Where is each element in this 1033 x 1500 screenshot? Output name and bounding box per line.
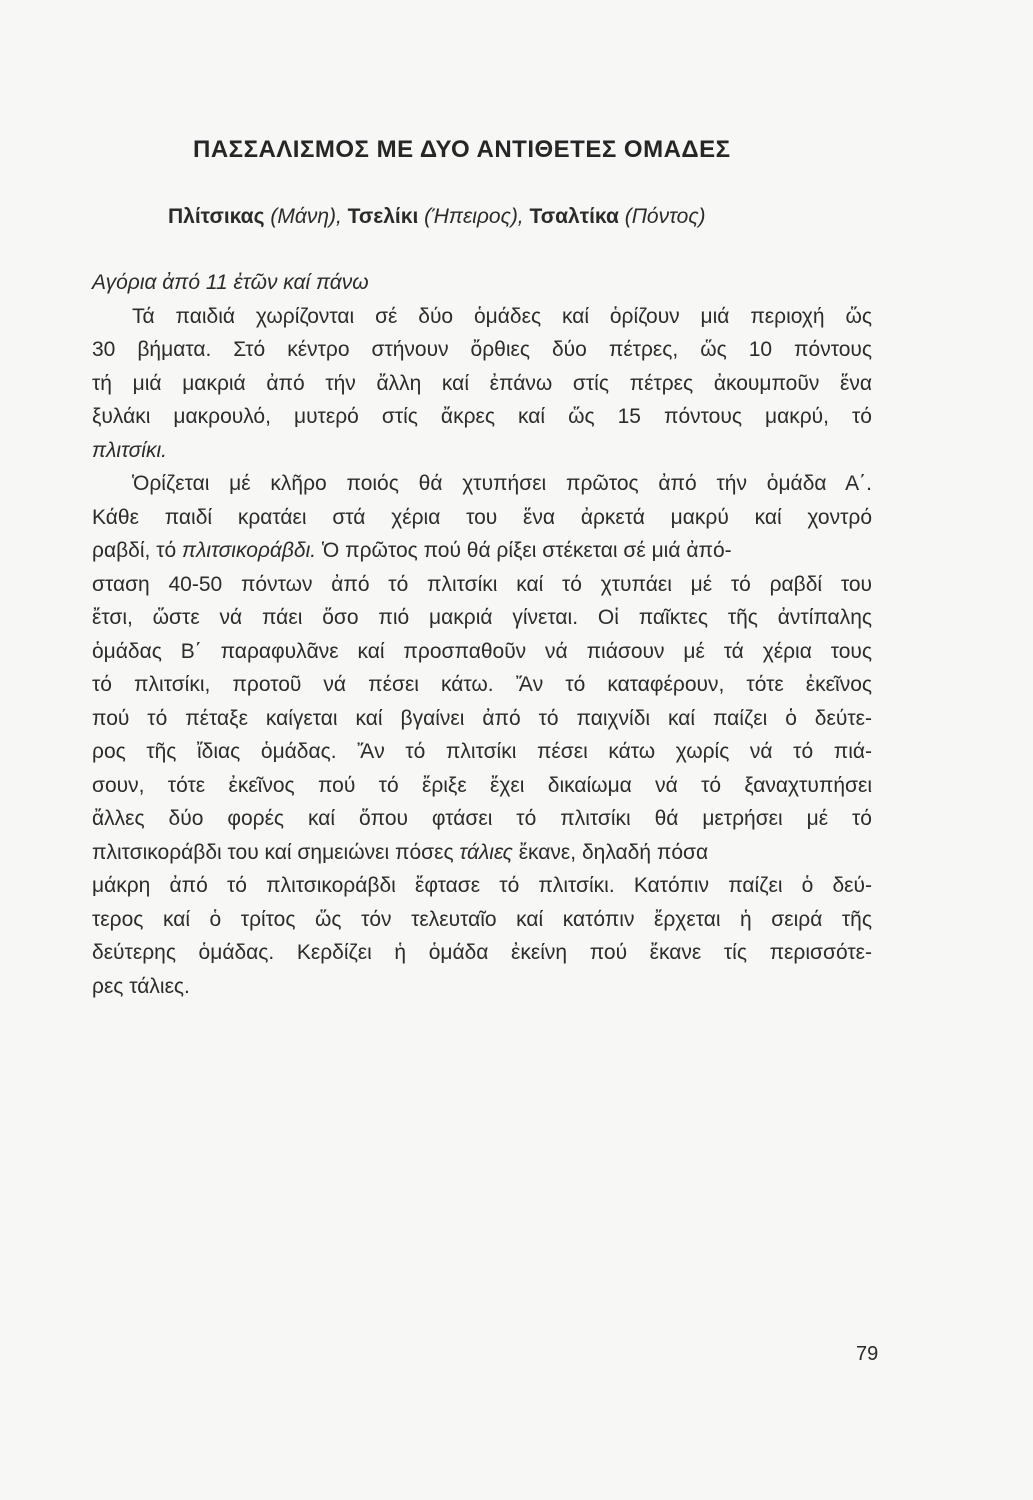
text-line: ρος τῆς ἴδιας ὁμάδας. Ἄν τό πλιτσίκι πέσει κάτω χωρίς νά τό πιά- xyxy=(92,740,872,763)
term-plitsikoravdi: πλιτσικοράβδι. xyxy=(182,539,317,562)
text-line: Τά παιδιά χωρίζονται σέ δύο ὁμάδες καί ὁρίζουν μιά περιοχή ὥς xyxy=(132,304,872,328)
text-line: μάκρη ἀπό τό πλιτσικοράβδι ἔφτασε τό πλιτσίκι. Κατόπιν παίζει ὁ δεύ- xyxy=(92,874,872,897)
body-text xyxy=(92,266,872,1003)
text-line: πλιτσίκι. xyxy=(92,438,167,462)
text-line: δεύτερης ὁμάδας. Κερδίζει ἡ ὁμάδα ἐκείνη πού ἔκανε τίς περισσότε- xyxy=(92,941,872,964)
text-line: Ὁρίζεται μέ κλῆρο ποιός θά χτυπήσει πρῶτος ἀπό τήν ὁμάδα Α΄. xyxy=(132,472,872,495)
text-line: ἔτσι, ὥστε νά πάει ὅσο πιό μακριά γίνεται. Οἱ παῖκτες τῆς ἀντίπαλης xyxy=(92,606,872,629)
text-line: σουν, τότε ἐκεῖνος πού τό ἔριξε ἔχει δικαίωμα νά τό ξαναχτυπήσει xyxy=(92,773,872,797)
text-segment: πλιτσικοράβδι του καί σημειώνει πόσες xyxy=(92,840,454,864)
page-title: ΠΑΣΣΑΛΙΣΜΟΣ ΜΕ ΔΥΟ ΑΝΤΙΘΕΤΕΣ ΟΜΑΔΕΣ xyxy=(193,136,731,163)
text-line: σταση 40-50 πόντων ἀπό τό πλιτσίκι καί τό χτυπάει μέ τό ραβδί του xyxy=(92,572,872,596)
text-segment: ραβδί, τό xyxy=(92,539,177,562)
term-talies: τάλιες xyxy=(459,840,513,864)
region-mani: (Μάνη), xyxy=(270,205,342,228)
game-name-mani: Πλίτσικας xyxy=(168,205,265,228)
text-line: ὁμάδας Β΄ παραφυλᾶνε καί προσπαθοῦν νά πιάσουν μέ τά χέρια τους xyxy=(92,639,872,663)
age-line: Αγόρια ἀπό 11 ἐτῶν καί πάνω xyxy=(92,271,369,294)
text-line xyxy=(92,534,872,568)
region-epirus: (Ήπειρος), xyxy=(424,205,524,228)
text-line: ρες τάλιες. xyxy=(92,974,190,998)
text-line: Κάθε παιδί κρατάει στά χέρια του ἕνα ἀρκετά μακρύ καί χοντρό xyxy=(92,505,872,529)
text-line: τό πλιτσίκι, προτοῦ νά πέσει κάτω. Ἄν τό καταφέρουν, τότε ἐκεῖνος xyxy=(92,673,872,696)
text-line xyxy=(92,836,872,870)
text-segment: Ὁ πρῶτος πού θά ρίξει στέκεται σέ μιά ἀπό- xyxy=(321,539,732,562)
page-subtitle xyxy=(168,205,868,229)
text-line: ξυλάκι μακρουλό, μυτερό στίς ἄκρες καί ὥς 15 πόντους μακρύ, τό xyxy=(92,405,872,428)
region-pontus: (Πόντος) xyxy=(624,205,706,228)
text-line: τερος καί ὁ τρίτος ὥς τόν τελευταῖο καί κατόπιν ἔρχεται ἡ σειρά τῆς xyxy=(92,907,872,931)
text-line: πού τό πέταξε καίγεται καί βγαίνει ἀπό τό παιχνίδι καί παίζει ὁ δεύτε- xyxy=(92,706,872,730)
text-line: τή μιά μακριά ἀπό τήν ἄλλη καί ἐπάνω στίς πέτρες ἀκουμποῦν ἕνα xyxy=(92,371,872,395)
game-name-pontus: Τσαλτίκα xyxy=(529,205,619,228)
text-line: ἄλλες δύο φορές καί ὅπου φτάσει τό πλιτσίκι θά μετρήσει μέ τό xyxy=(92,807,872,830)
text-line: 30 βήματα. Στό κέντρο στήνουν ὄρθιες δύο πέτρες, ὥς 10 πόντους xyxy=(92,338,872,361)
text-segment: ἔκανε, δηλαδή πόσα xyxy=(518,840,709,864)
game-name-epirus: Τσελίκι xyxy=(347,205,419,228)
page-number: 79 xyxy=(856,1343,879,1365)
